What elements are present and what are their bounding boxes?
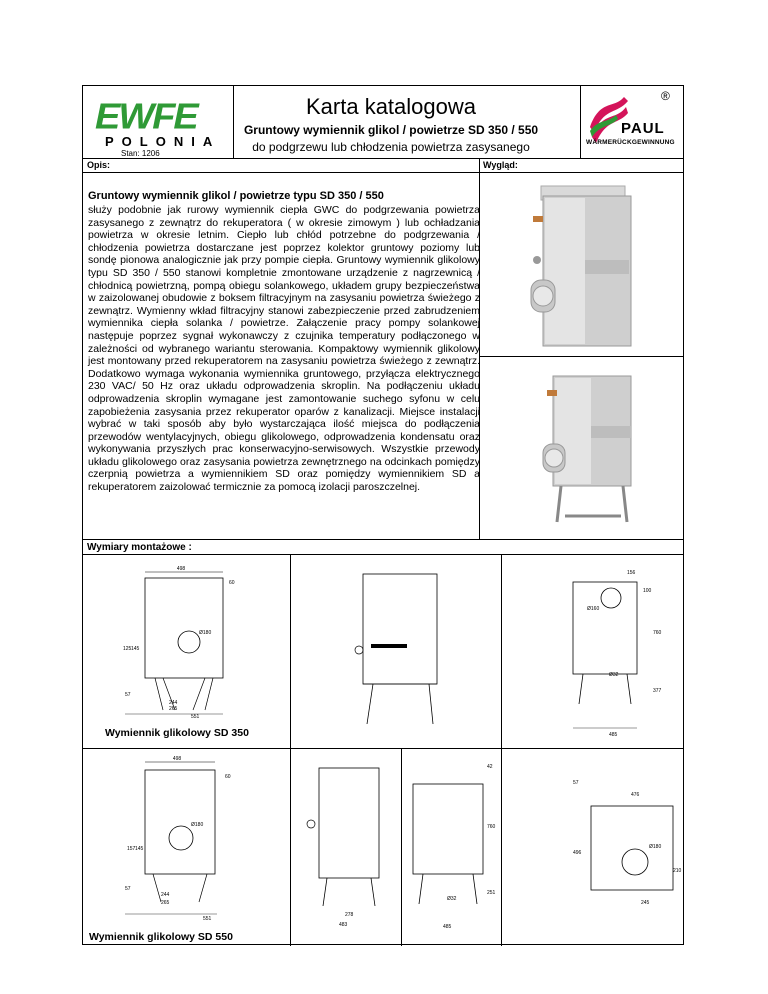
dim-text: 496 (573, 850, 582, 856)
sd350-right-drawing (553, 562, 683, 742)
dim-text: Ø32 (447, 896, 457, 902)
sd550-top-drawing (561, 754, 683, 934)
draw-col-2 (501, 554, 502, 946)
dim-text: 265 (161, 900, 170, 906)
wymiary-divider-top (83, 539, 683, 540)
dim-text: 57 (125, 886, 131, 892)
wyglad-label: Wygląd: (483, 160, 518, 170)
dim-text: 498 (176, 566, 186, 572)
dim-text: 60 (229, 580, 235, 586)
dim-text: 760 (487, 824, 496, 830)
dim-text: 377 (653, 688, 662, 694)
dim-text: 57 (125, 692, 131, 698)
dim-text: 100 (643, 588, 652, 594)
dim-text: 244 (169, 700, 178, 706)
dim-text: 57 (573, 780, 579, 786)
wymiary-divider (83, 554, 683, 555)
ewfe-logo (91, 94, 221, 137)
stan-text: Stan: 1206 (121, 149, 160, 158)
header-sep-left (233, 86, 234, 158)
header-divider (83, 158, 683, 159)
page-title: Karta katalogowa (306, 94, 476, 119)
dim-text: 485 (443, 924, 452, 930)
opis-label: Opis: (87, 160, 111, 170)
dim-text: Ø180 (649, 844, 662, 850)
registered-mark: ® (661, 89, 670, 103)
subtitle-line1: Gruntowy wymiennik glikol / powietrze SD 350 / 550 (243, 123, 539, 137)
dim-text: 483 (339, 922, 348, 928)
dim-text: 476 (631, 792, 640, 798)
dim-text: 760 (653, 630, 662, 636)
caption-sd350: Wymiennik glikolowy SD 350 (105, 727, 249, 739)
draw-col-1 (290, 554, 291, 946)
caption-sd550: Wymiennik glikolowy SD 550 (89, 931, 233, 943)
description-title: Gruntowy wymiennik glikol / powietrze typu SD 350 / 550 (88, 190, 384, 202)
ewfe-logo-text: EWFE (95, 97, 197, 137)
dim-text: 157 (127, 846, 136, 852)
dim-text: 251 (487, 890, 496, 896)
paul-subtitle: WÄRMERÜCKGEWINNUNG (586, 139, 675, 146)
dim-text: 244 (161, 892, 170, 898)
wymiary-label: Wymiary montażowe : (87, 542, 192, 553)
dim-text: 145 (135, 846, 144, 852)
sd350-front-drawing (103, 564, 243, 734)
draw-col-3 (401, 748, 402, 946)
product-photo-sd550 (533, 366, 643, 532)
dim-text: 278 (345, 912, 354, 918)
dim-text: Ø180 (199, 630, 212, 636)
dim-text: 60 (225, 774, 231, 780)
dim-text: 485 (609, 732, 618, 738)
dim-text: 245 (641, 900, 650, 906)
catalog-sheet (82, 85, 684, 945)
sd350-side-drawing (333, 562, 463, 742)
dim-text: 125 (123, 646, 132, 652)
dim-text: Ø180 (191, 822, 204, 828)
dim-text: 145 (131, 646, 140, 652)
drawings-row-divider (83, 748, 683, 749)
sd550-side-drawing (295, 754, 399, 934)
sd550-front-drawing (87, 754, 267, 934)
description-body: służy podobnie jak rurowy wymiennik ciepła GWC do podgrzewania powietrza zasysanego z zewnątrz do rekuperatora ( w okresie zimowym ) lub ochładzania powietrza w okresie letnim. Ciepło lub chłód potrzebne do podgrzewania / chłodzenia powietrza dostarczane jest poprzez kolektor gruntowy poziomy lub sondę pionowa analogicznie jak przy pompie ciepła. Gruntowy wymiennik glikolowy typu SD 350 / 550 stanowi kompletnie zmontowane urządzenie z nagrzewnicą / chłodnicą powietrzną, pompą obiegu solankowego, układem grupy bezpieczeństwa w zaizolowanej obudowie z boksem filtracyjnym na zasysaniu powietrza świeżego z zewnątrz. Wymienny wkład filtracyjny stanowi zabezpieczenie przed zabrudzeniem wymiennika ciepła solanka / powietrze. Załączenie pracy pompy solankowej następuje poprzez sygnał wykonawczy z czujnika temperatury podłączonego w zależności od wybranego wariantu sterowania. Kompaktowy wymiennik glikolowy jest montowany przed rekuperatorem na zasysaniu powietrza świeżego z zewnątrz. Dodatkowo wymaga wykonania wymiennika gruntowego, przyłącza elektrycznego 230 VAC/ 50 Hz oraz układu odprowadzenia skroplin. Na podłączeniu układu odprowadzenia skroplin wymagane jest zamontowanie suchego syfonu w celu zapobieżenia zasysania przez rekuperator oparów z kanalizacji. Miejsce instalacji wybrać w taki sposób aby było wystarczająca ilość miejsca do podłączenia przewodów wentylacyjnych, obiegu glikolowego, odprowadzenia kondensatu oraz wykonywania przyszłych prac konserwacyjno-serwisowych. Wszystkie przewody układu glikolowego oraz zasysania powietrza zewnętrznego na odcinkach pomiędzy czerpnią powietrza a wymiennikiem SD oraz pomiędzy wymiennikiem SD a rekuperatorem zaizolować termicznie za pomocą izolacji paroszczelnej. (88, 204, 480, 494)
dim-text: Ø160 (587, 606, 600, 612)
opis-divider (83, 172, 683, 173)
dim-text: 265 (169, 706, 178, 712)
polonia-text: POLONIA (105, 134, 221, 149)
dim-text: Ø32 (609, 672, 619, 678)
dim-text: 551 (203, 916, 212, 922)
paul-brand: PAUL (621, 120, 665, 137)
dim-text: 210 (673, 868, 682, 874)
sd550-right-drawing (403, 754, 501, 934)
header-sep-right (580, 86, 581, 158)
dim-text: 498 (172, 756, 182, 762)
product-photo-sd350 (523, 180, 643, 352)
dim-text: 551 (191, 714, 200, 720)
subtitle-line2: do podgrzewu lub chłodzenia powietrza zasysanego (252, 140, 530, 154)
dim-text: 42 (487, 764, 493, 770)
dim-text: 156 (627, 570, 636, 576)
photo-divider (479, 356, 683, 357)
